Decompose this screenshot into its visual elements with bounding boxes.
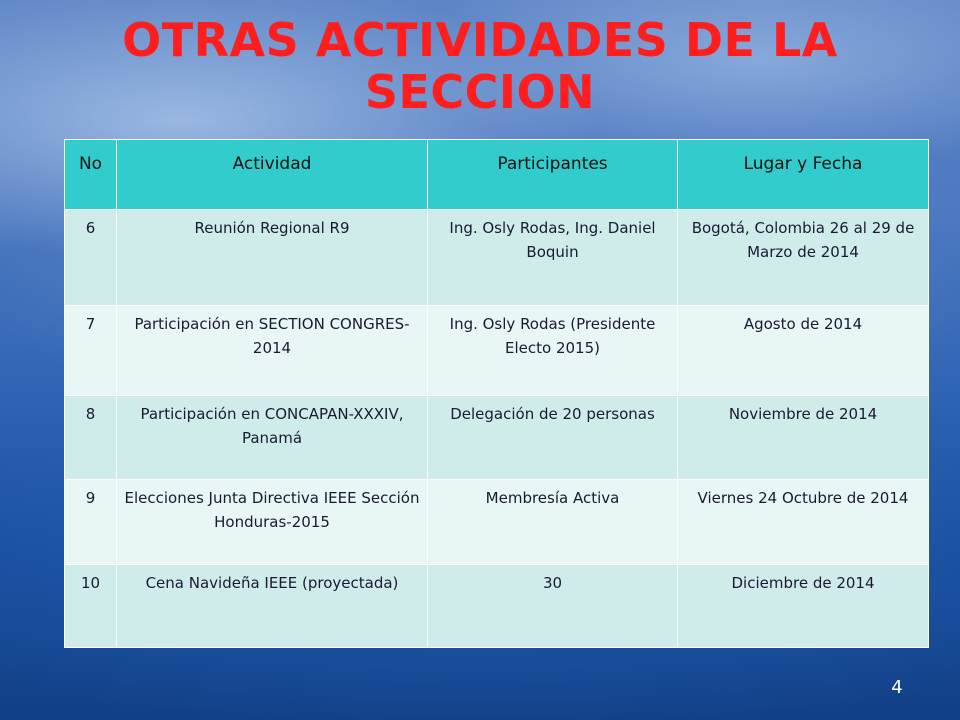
header-no: No xyxy=(65,140,117,210)
table-row xyxy=(65,479,929,565)
table-row xyxy=(65,306,929,396)
cell-no: 7 xyxy=(65,306,117,396)
cell-no: 10 xyxy=(65,565,117,648)
cell-participantes: Ing. Osly Rodas, Ing. Daniel Boquin xyxy=(428,210,678,306)
header-actividad: Actividad xyxy=(117,140,428,210)
cell-lugar-fecha: Viernes 24 Octubre de 2014 xyxy=(678,479,929,565)
title-line-1: OTRAS ACTIVIDADES DE LA xyxy=(122,13,838,67)
cell-no: 8 xyxy=(65,396,117,480)
cell-participantes: Ing. Osly Rodas (Presidente Electo 2015) xyxy=(428,306,678,396)
activities-table xyxy=(64,139,929,648)
cell-lugar-fecha: Diciembre de 2014 xyxy=(678,565,929,648)
header-lugar-fecha: Lugar y Fecha xyxy=(678,140,929,210)
cell-actividad: Reunión Regional R9 xyxy=(117,210,428,306)
cell-actividad: Cena Navideña IEEE (proyectada) xyxy=(117,565,428,648)
cell-actividad: Elecciones Junta Directiva IEEE Sección Honduras-2015 xyxy=(117,479,428,565)
cell-participantes: Delegación de 20 personas xyxy=(428,396,678,480)
cell-actividad: Participación en SECTION CONGRES-2014 xyxy=(117,306,428,396)
cell-lugar-fecha: Agosto de 2014 xyxy=(678,306,929,396)
title-line-2: SECCION xyxy=(364,65,596,119)
cell-actividad: Participación en CONCAPAN-XXXIV, Panamá xyxy=(117,396,428,480)
page-number: 4 xyxy=(891,677,903,698)
table-row xyxy=(65,396,929,480)
slide-title xyxy=(0,14,960,118)
cell-no: 6 xyxy=(65,210,117,306)
table-row xyxy=(65,210,929,306)
cell-participantes: Membresía Activa xyxy=(428,479,678,565)
cell-lugar-fecha: Noviembre de 2014 xyxy=(678,396,929,480)
header-participantes: Participantes xyxy=(428,140,678,210)
table-header-row xyxy=(65,140,929,210)
cell-lugar-fecha: Bogotá, Colombia 26 al 29 de Marzo de 2014 xyxy=(678,210,929,306)
table-row xyxy=(65,565,929,648)
cell-no: 9 xyxy=(65,479,117,565)
cell-participantes: 30 xyxy=(428,565,678,648)
